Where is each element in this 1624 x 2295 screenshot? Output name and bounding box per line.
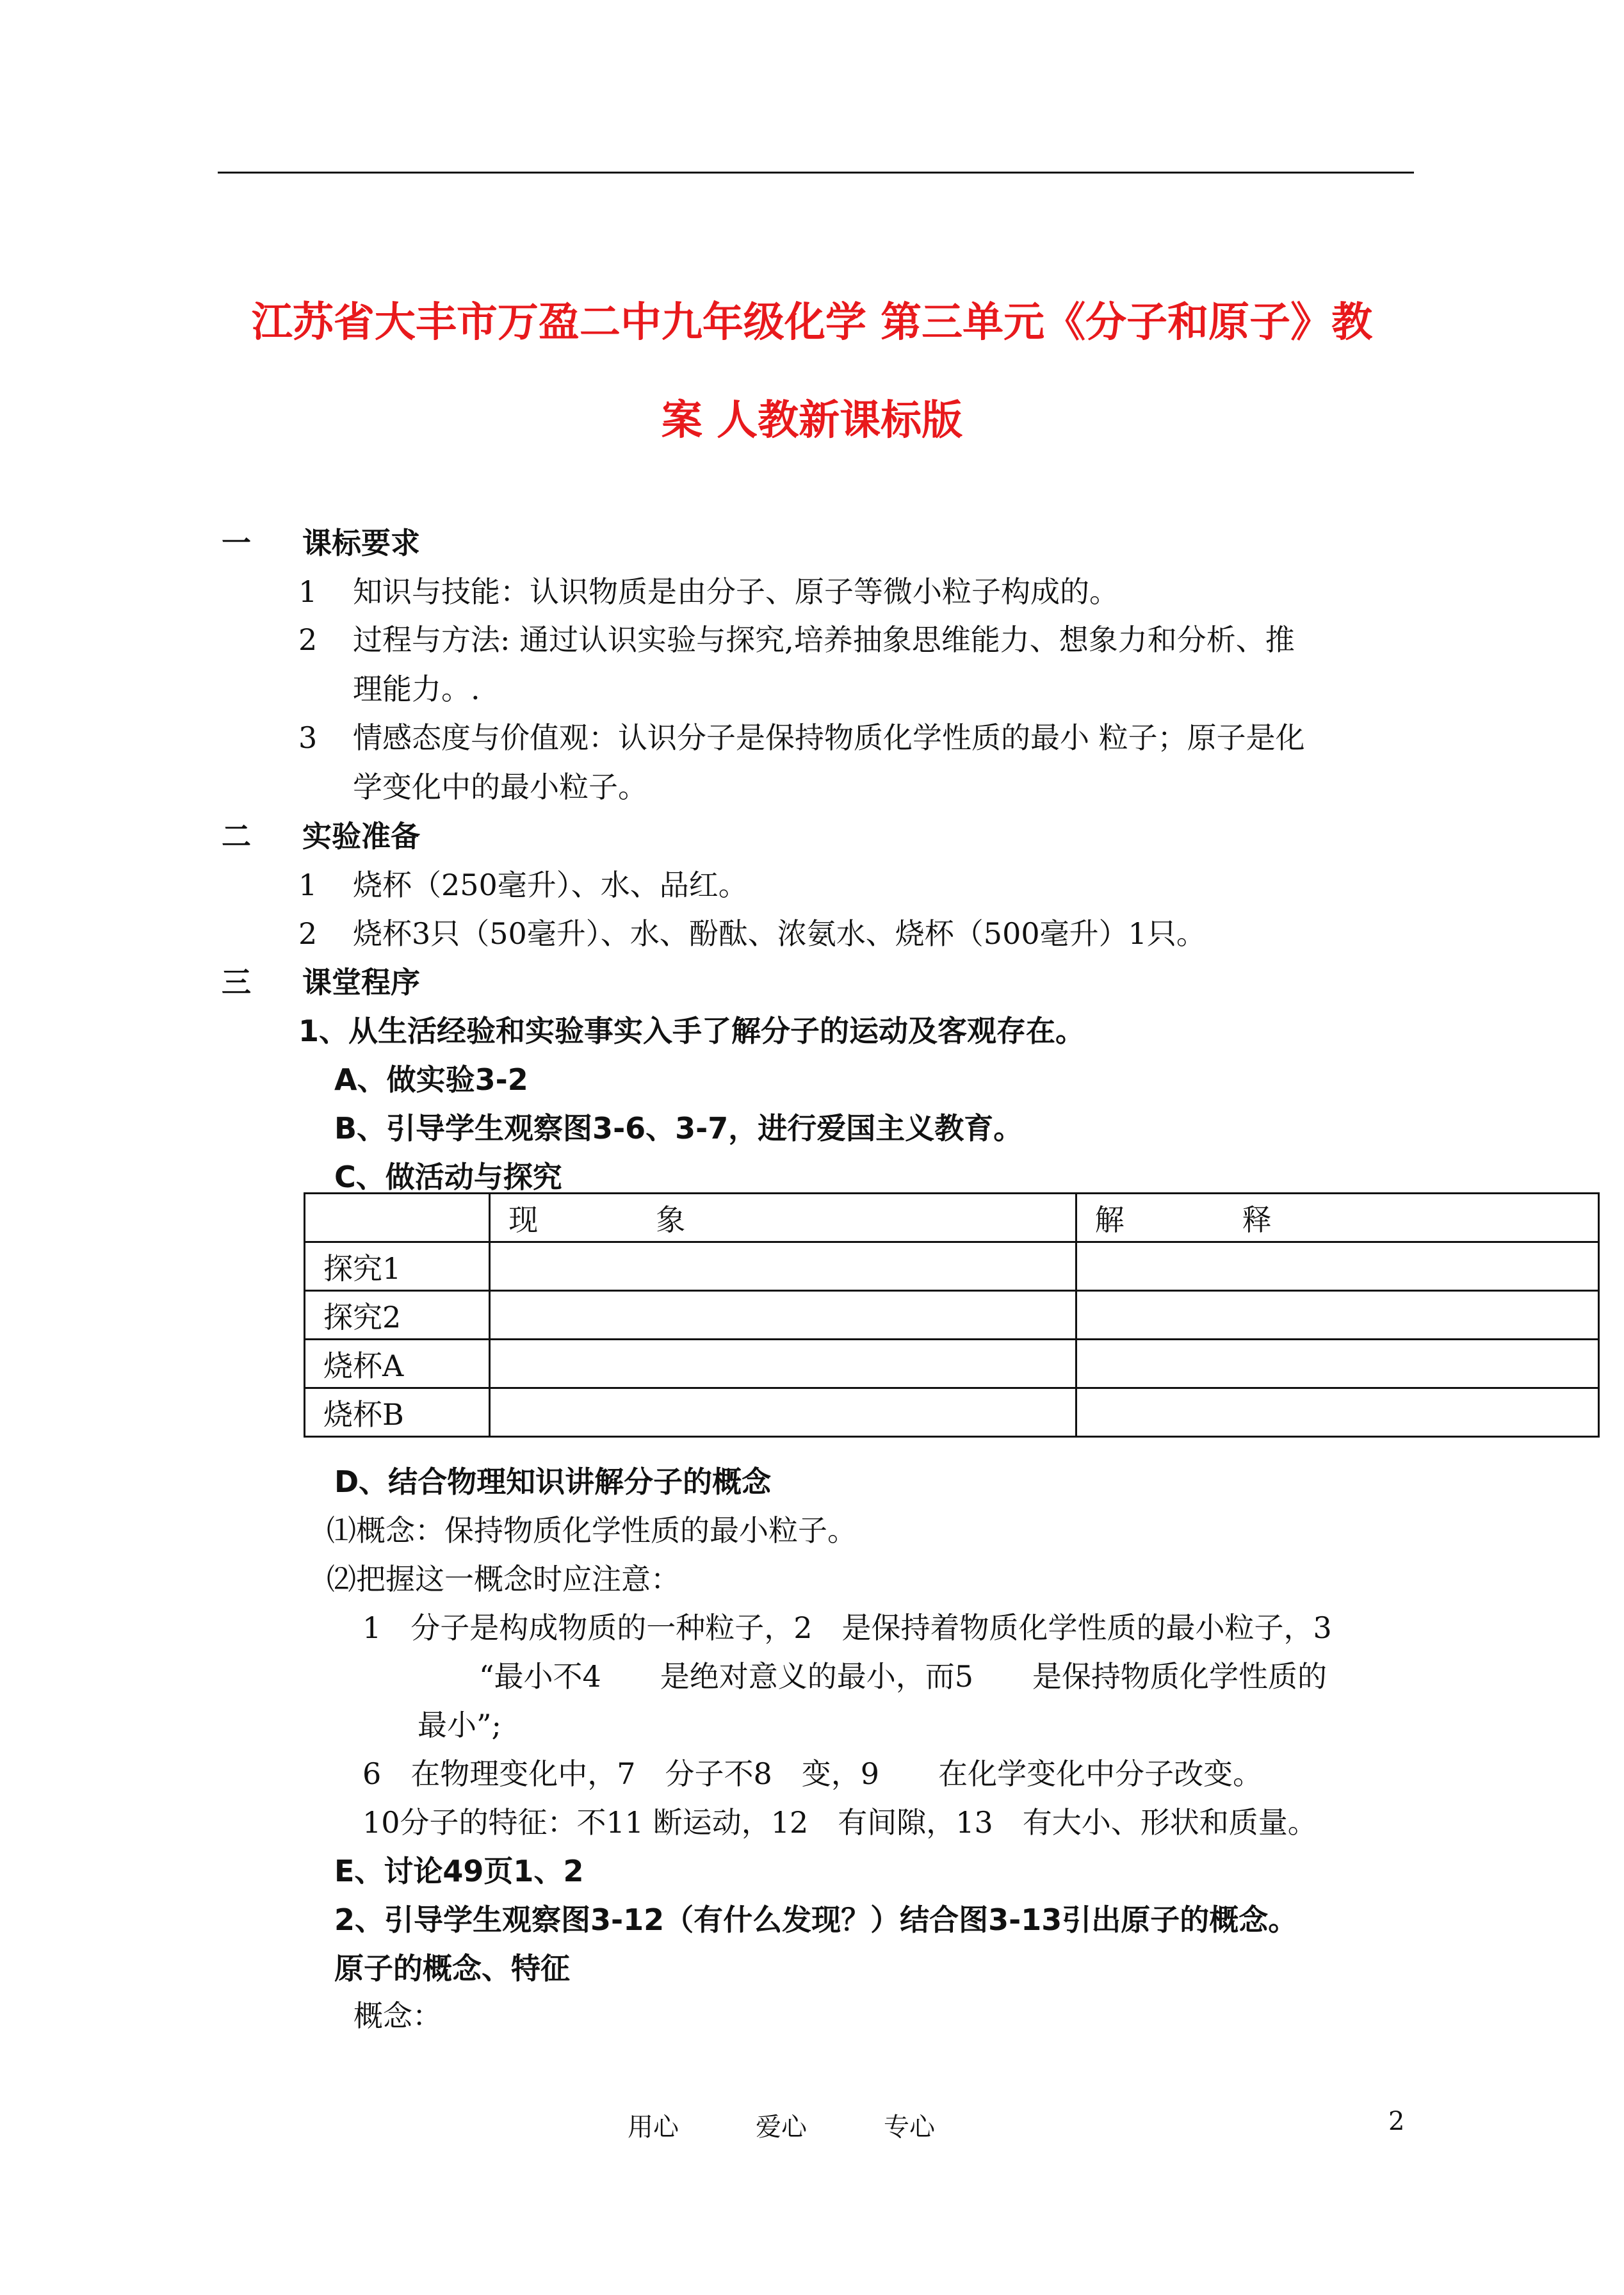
table-row xyxy=(305,1388,1599,1437)
footer-motto-3: 专心 xyxy=(884,2113,935,2142)
point-line-2: “最小不4 是绝对意义的最小，而5 是保持物质化学性质的 xyxy=(479,1659,1328,1694)
exploration-table xyxy=(304,1192,1600,1438)
table-row xyxy=(305,1340,1599,1388)
table-cell xyxy=(490,1388,1076,1437)
section2-heading: 二 实验准备 xyxy=(222,819,421,854)
section1-num: 一 xyxy=(222,526,251,560)
section1-item2: 2 过程与方法: 通过认识实验与探究,培养抽象思维能力、想象力和分析、推 xyxy=(298,622,1295,657)
header-rule xyxy=(218,172,1414,174)
notice-line: ⑵把握这一概念时应注意： xyxy=(327,1562,680,1596)
point-line-4: 6 在物理变化中，7 分子不8 变，9 在化学变化中分子改变。 xyxy=(362,1756,1263,1791)
step-d: D、结合物理知识讲解分子的概念 xyxy=(334,1464,772,1499)
table-header-cell: 解 释 xyxy=(1076,1194,1598,1242)
table-cell xyxy=(1076,1242,1598,1291)
step-e: E、讨论49页1、2 xyxy=(334,1854,584,1888)
doc-title-line1: 江苏省大丰市万盈二中九年级化学 第三单元《分子和原子》教 xyxy=(251,299,1373,346)
step2: 2、引导学生观察图3-12（有什么发现？）结合图3-13引出原子的概念。 xyxy=(334,1902,1298,1937)
section2-item1: 1 烧杯（250毫升）、水、品红。 xyxy=(298,868,748,902)
table-cell xyxy=(1076,1340,1598,1388)
point-line-3: 最小”; xyxy=(418,1708,502,1742)
section3-heading: 三 课堂程序 xyxy=(222,965,421,1000)
page-number: 2 xyxy=(1388,2107,1405,2136)
doc-title-line2: 案 人教新课标版 xyxy=(661,397,963,444)
section1-item1: 1 知识与技能：认识物质是由分子、原子等微小粒子构成的。 xyxy=(298,574,1119,609)
section1-item3: 3 情感态度与价值观：认识分子是保持物质化学性质的最小 粒子；原子是化 xyxy=(298,720,1305,755)
table-header-cell xyxy=(305,1194,490,1242)
step-c: C、做活动与探究 xyxy=(334,1160,562,1194)
atom-heading: 原子的概念、特征 xyxy=(334,1951,570,1986)
table-cell xyxy=(490,1291,1076,1340)
step-b: B、引导学生观察图3-6、3-7，进行爱国主义教育。 xyxy=(334,1111,1023,1146)
table-header-row xyxy=(305,1194,1599,1242)
point-line-1: 1 分子是构成物质的一种粒子，2 是保持着物质化学性质的最小粒子，3 xyxy=(362,1610,1332,1645)
table-cell: 探究2 xyxy=(305,1291,490,1340)
table-cell: 探究1 xyxy=(305,1242,490,1291)
table-cell xyxy=(490,1242,1076,1291)
footer-motto-2: 爱心 xyxy=(756,2113,807,2142)
table-row xyxy=(305,1291,1599,1340)
footer-motto-1: 用心 xyxy=(628,2113,679,2142)
table-row xyxy=(305,1242,1599,1291)
table-cell xyxy=(490,1340,1076,1388)
table-cell xyxy=(1076,1388,1598,1437)
point-line-5: 10分子的特征：不11 断运动，12 有间隙，13 有大小、形状和质量。 xyxy=(362,1805,1317,1840)
concept-line: ⑴概念：保持物质化学性质的最小粒子。 xyxy=(327,1513,857,1548)
atom-concept: 概念： xyxy=(353,1999,442,2033)
step1: 1、从生活经验和实验事实入手了解分子的运动及客观存在。 xyxy=(298,1014,1085,1048)
table-cell: 烧杯B xyxy=(305,1388,490,1437)
step-a: A、做实验3-2 xyxy=(334,1062,528,1097)
section1-item2-cont: 理能力。. xyxy=(353,672,480,706)
table-cell xyxy=(1076,1291,1598,1340)
section1-item3-cont: 学变化中的最小粒子。 xyxy=(353,770,647,804)
section2-item2: 2 烧杯3只（50毫升）、水、酚酞、浓氨水、烧杯（500毫升）1只。 xyxy=(298,916,1206,951)
section1-heading xyxy=(222,520,420,562)
section1-title: 课标要求 xyxy=(302,526,421,560)
table-header-cell: 现 象 xyxy=(490,1194,1076,1242)
table-cell: 烧杯A xyxy=(305,1340,490,1388)
